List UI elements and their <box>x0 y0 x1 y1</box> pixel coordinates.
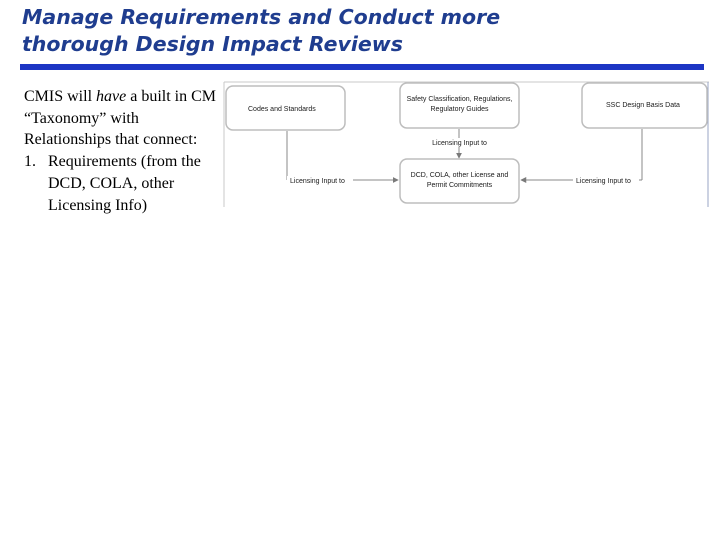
list-item-text: Requirements (from the DCD, COLA, other Licensing Info) <box>48 153 201 214</box>
taxonomy-diagram <box>223 80 709 207</box>
edge-left-label: Licensing Input to <box>290 178 345 185</box>
node-codes-and-standards <box>226 86 345 130</box>
edge-center-label: Licensing Input to <box>432 140 487 147</box>
intro-text-pre: CMIS will <box>24 88 97 105</box>
list-item <box>24 151 224 216</box>
title-divider <box>20 64 704 70</box>
node-dcd-label-line-1: DCD, COLA, other License and <box>410 172 509 179</box>
node-dcd-label-line-2: Permit Commitments <box>426 182 493 189</box>
node-ssc-design-basis <box>582 83 707 128</box>
requirements-list <box>24 151 224 216</box>
body-text <box>24 86 224 216</box>
slide-title <box>22 4 712 58</box>
intro-paragraph <box>24 86 224 151</box>
intro-text-emphasis: have <box>96 88 127 105</box>
edge-right-label: Licensing Input to <box>576 178 631 185</box>
node-dcd-cola-commitments <box>400 159 519 203</box>
node-safety-label-line-2: Regulatory Guides <box>430 106 489 113</box>
intro-text-post: a built in CM “Taxonomy” with Relationships that connect: <box>24 88 216 149</box>
list-item-number: 1. <box>24 153 36 171</box>
node-safety-classification <box>400 83 519 128</box>
slide-title-line-2: thorough Design Impact Reviews <box>22 32 403 56</box>
node-ssc-label: SSC Design Basis Data <box>606 102 680 109</box>
node-safety-label-line-1: Safety Classification, Regulations, <box>406 96 513 103</box>
node-codes-label: Codes and Standards <box>248 106 316 113</box>
slide-title-line-1: Manage Requirements and Conduct more <box>22 5 501 29</box>
